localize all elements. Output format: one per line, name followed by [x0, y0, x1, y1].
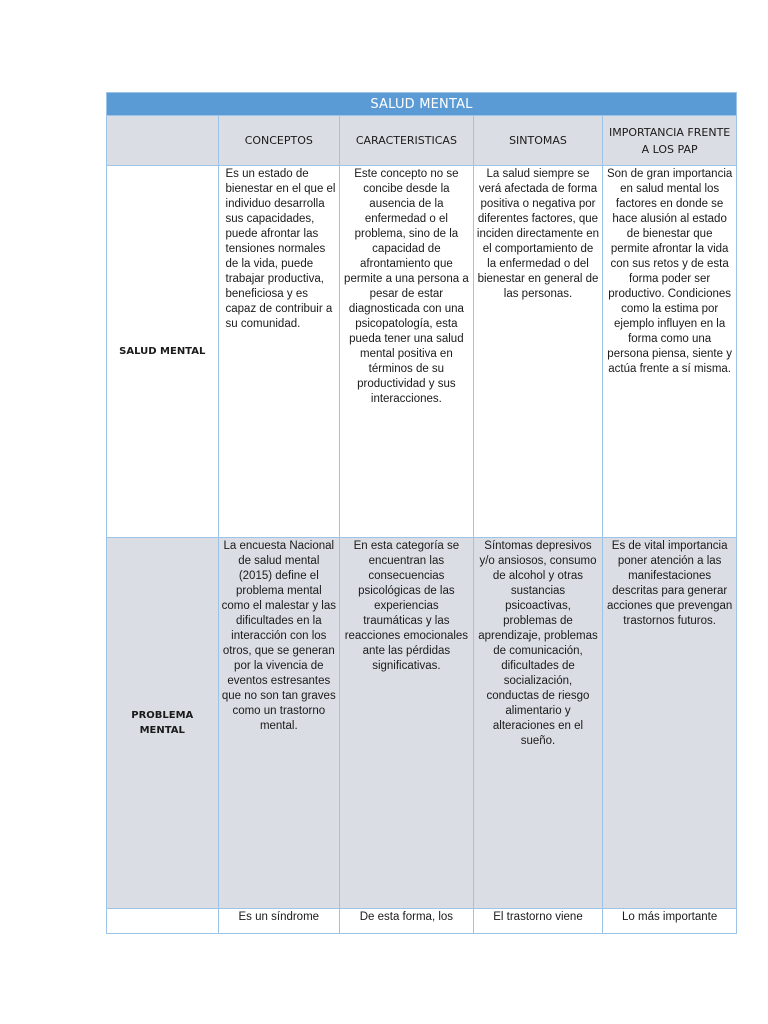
cell-text: En esta categoría se encuentran las consecuencias psicológicas de las experiencias traumáticas y las reacciones emocionales ante las pérdidas significativas. — [344, 540, 469, 672]
cell-importancia — [603, 538, 737, 909]
cell-conceptos — [218, 538, 340, 909]
cell-importancia — [603, 166, 737, 538]
cell-conceptos — [218, 909, 340, 934]
cell-text: La encuesta Nacional de salud mental (2015) define el problema mental como el malestar y las dificultades en la interacción con los otros, que se generan por la vivencia de eventos estresantes que no son tan graves como un trastorno mental. — [221, 540, 336, 732]
table-row — [107, 166, 737, 538]
table-title-row — [107, 93, 737, 116]
table-title: SALUD MENTAL — [107, 93, 737, 116]
row-label-salud-mental: SALUD MENTAL — [107, 166, 219, 538]
cell-text: Es un síndrome — [238, 911, 320, 923]
header-conceptos: CONCEPTOS — [218, 116, 340, 166]
cell-conceptos — [218, 166, 340, 538]
row-label-problema-mental: PROBLEMA MENTAL — [107, 538, 219, 909]
row-label-empty — [107, 909, 219, 934]
table-row — [107, 538, 737, 909]
header-caracteristicas: CARACTERISTICAS — [340, 116, 474, 166]
cell-text: El trastorno viene — [493, 911, 583, 923]
cell-importancia — [603, 909, 737, 934]
cell-sintomas — [473, 538, 603, 909]
cell-text: Es de vital importancia poner atención a las manifestaciones descritas para generar acciones que prevengan trastornos futuros. — [606, 540, 733, 627]
header-sintomas: SINTOMAS — [473, 116, 603, 166]
header-empty-cell — [107, 116, 219, 166]
header-importancia — [603, 116, 737, 166]
cell-text: Es un estado de bienestar en el que el individuo desarrolla sus capacidades, puede afrontar las tensiones normales de la vida, puede trabajar productiva, beneficiosa y es capaz de contribuir a su comunidad. — [225, 168, 336, 330]
header-importancia-label: IMPORTANCIA FRENTE A LOS PAP — [609, 125, 731, 156]
cell-caracteristicas — [340, 909, 474, 934]
cell-text: Lo más importante — [622, 911, 718, 923]
cell-sintomas — [473, 909, 603, 934]
cell-text: La salud siempre se verá afectada de forma positiva o negativa por diferentes factores, que inciden directamente en el comportamiento de la enfermedad o del bienestar en general de las personas. — [476, 168, 600, 300]
cell-caracteristicas — [340, 166, 474, 538]
cell-sintomas — [473, 166, 603, 538]
cell-text: De esta forma, los — [359, 911, 454, 923]
table-header-row — [107, 116, 737, 166]
salud-mental-table — [106, 92, 737, 934]
table-row — [107, 909, 737, 934]
cell-text: Este concepto no se concibe desde la ausencia de la enfermedad o el problema, sino de la capacidad de afrontamiento que permite a una persona a pesar de estar diagnosticada con una psicopatología, esta pueda tener una salud mental positiva en términos de su productividad y sus interacciones. — [344, 168, 469, 405]
cell-caracteristicas — [340, 538, 474, 909]
cell-text: Son de gran importancia en salud mental los factores en donde se hace alusión al estado de bienestar que permite afrontar la vida con sus retos y de esta forma poder ser productivo. Condiciones como la estima por ejemplo influyen en la forma como una persona piensa, siente y actúa frente a sí misma. — [606, 168, 733, 375]
cell-text: Síntomas depresivos y/o ansiosos, consumo de alcohol y otras sustancias psicoactivas, problemas de aprendizaje, problemas de comunicación, dificultades de socialización, conductas de riesgo alimentario y alteraciones en el sueño. — [478, 540, 598, 747]
